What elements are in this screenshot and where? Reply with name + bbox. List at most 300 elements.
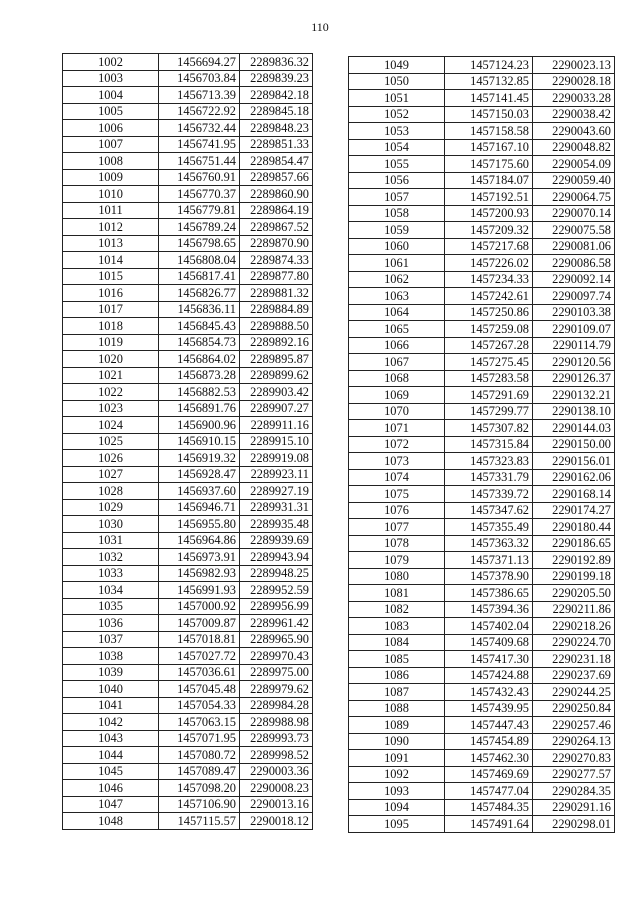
table-row xyxy=(63,780,313,797)
y-coordinate-cell: 2290156.01 xyxy=(533,453,615,470)
x-coordinate-cell: 1457226.02 xyxy=(445,255,533,272)
table-row xyxy=(349,238,615,255)
table-row xyxy=(349,73,615,90)
y-coordinate-cell: 2289892.16 xyxy=(240,334,313,351)
y-coordinate-cell: 2289867.52 xyxy=(240,219,313,236)
table-row xyxy=(63,252,313,269)
x-coordinate-cell: 1457331.79 xyxy=(445,469,533,486)
y-coordinate-cell: 2290109.07 xyxy=(533,321,615,338)
coordinates-table-left xyxy=(62,53,313,830)
point-number-cell: 1059 xyxy=(349,222,445,239)
point-number-cell: 1089 xyxy=(349,717,445,734)
point-number-cell: 1070 xyxy=(349,403,445,420)
x-coordinate-cell: 1457242.61 xyxy=(445,288,533,305)
coordinates-table-right xyxy=(348,56,615,833)
point-number-cell: 1081 xyxy=(349,585,445,602)
table-row xyxy=(349,634,615,651)
point-number-cell: 1028 xyxy=(63,483,159,500)
table-row xyxy=(349,304,615,321)
table-row xyxy=(349,387,615,404)
y-coordinate-cell: 2290162.06 xyxy=(533,469,615,486)
y-coordinate-cell: 2290103.38 xyxy=(533,304,615,321)
y-coordinate-cell: 2290097.74 xyxy=(533,288,615,305)
point-number-cell: 1082 xyxy=(349,601,445,618)
table-row xyxy=(349,717,615,734)
x-coordinate-cell: 1457071.95 xyxy=(159,730,240,747)
y-coordinate-cell: 2289874.33 xyxy=(240,252,313,269)
point-number-cell: 1053 xyxy=(349,123,445,140)
y-coordinate-cell: 2290023.13 xyxy=(533,57,615,74)
x-coordinate-cell: 1457036.61 xyxy=(159,664,240,681)
table-row xyxy=(63,730,313,747)
x-coordinate-cell: 1457098.20 xyxy=(159,780,240,797)
table-row xyxy=(63,235,313,252)
table-row xyxy=(349,90,615,107)
point-number-cell: 1058 xyxy=(349,205,445,222)
x-coordinate-cell: 1457469.69 xyxy=(445,766,533,783)
y-coordinate-cell: 2290033.28 xyxy=(533,90,615,107)
x-coordinate-cell: 1457409.68 xyxy=(445,634,533,651)
y-coordinate-cell: 2289965.90 xyxy=(240,631,313,648)
point-number-cell: 1076 xyxy=(349,502,445,519)
y-coordinate-cell: 2289911.16 xyxy=(240,417,313,434)
x-coordinate-cell: 1457054.33 xyxy=(159,697,240,714)
x-coordinate-cell: 1457339.72 xyxy=(445,486,533,503)
x-coordinate-cell: 1457167.10 xyxy=(445,139,533,156)
table-row xyxy=(63,466,313,483)
table-row xyxy=(63,499,313,516)
point-number-cell: 1075 xyxy=(349,486,445,503)
y-coordinate-cell: 2289845.18 xyxy=(240,103,313,120)
point-number-cell: 1079 xyxy=(349,552,445,569)
x-coordinate-cell: 1457045.48 xyxy=(159,681,240,698)
y-coordinate-cell: 2290070.14 xyxy=(533,205,615,222)
point-number-cell: 1017 xyxy=(63,301,159,318)
table-row xyxy=(349,189,615,206)
y-coordinate-cell: 2290114.79 xyxy=(533,337,615,354)
y-coordinate-cell: 2289903.42 xyxy=(240,384,313,401)
x-coordinate-cell: 1457000.92 xyxy=(159,598,240,615)
x-coordinate-cell: 1457132.85 xyxy=(445,73,533,90)
point-number-cell: 1067 xyxy=(349,354,445,371)
y-coordinate-cell: 2290150.00 xyxy=(533,436,615,453)
y-coordinate-cell: 2289919.08 xyxy=(240,450,313,467)
y-coordinate-cell: 2290186.65 xyxy=(533,535,615,552)
point-number-cell: 1046 xyxy=(63,780,159,797)
y-coordinate-cell: 2290086.58 xyxy=(533,255,615,272)
table-row xyxy=(63,697,313,714)
table-row xyxy=(349,651,615,668)
table-row xyxy=(63,169,313,186)
x-coordinate-cell: 1457315.84 xyxy=(445,436,533,453)
y-coordinate-cell: 2289842.18 xyxy=(240,87,313,104)
y-coordinate-cell: 2290199.18 xyxy=(533,568,615,585)
y-coordinate-cell: 2290018.12 xyxy=(240,813,313,830)
x-coordinate-cell: 1456845.43 xyxy=(159,318,240,335)
point-number-cell: 1074 xyxy=(349,469,445,486)
y-coordinate-cell: 2290257.46 xyxy=(533,717,615,734)
point-number-cell: 1039 xyxy=(63,664,159,681)
table-row xyxy=(349,222,615,239)
y-coordinate-cell: 2289884.89 xyxy=(240,301,313,318)
x-coordinate-cell: 1456964.86 xyxy=(159,532,240,549)
y-coordinate-cell: 2290038.42 xyxy=(533,106,615,123)
point-number-cell: 1049 xyxy=(349,57,445,74)
table-row xyxy=(349,354,615,371)
y-coordinate-cell: 2289979.62 xyxy=(240,681,313,698)
table-row xyxy=(349,552,615,569)
table-row xyxy=(349,436,615,453)
point-number-cell: 1035 xyxy=(63,598,159,615)
point-number-cell: 1033 xyxy=(63,565,159,582)
x-coordinate-cell: 1457106.90 xyxy=(159,796,240,813)
point-number-cell: 1085 xyxy=(349,651,445,668)
table-row xyxy=(63,367,313,384)
table-row xyxy=(349,255,615,272)
table-row xyxy=(63,615,313,632)
point-number-cell: 1013 xyxy=(63,235,159,252)
x-coordinate-cell: 1457462.30 xyxy=(445,750,533,767)
y-coordinate-cell: 2290048.82 xyxy=(533,139,615,156)
y-coordinate-cell: 2290081.06 xyxy=(533,238,615,255)
point-number-cell: 1094 xyxy=(349,799,445,816)
y-coordinate-cell: 2290192.89 xyxy=(533,552,615,569)
x-coordinate-cell: 1457363.32 xyxy=(445,535,533,552)
point-number-cell: 1007 xyxy=(63,136,159,153)
table-body xyxy=(63,54,313,830)
point-number-cell: 1031 xyxy=(63,532,159,549)
y-coordinate-cell: 2289836.32 xyxy=(240,54,313,71)
x-coordinate-cell: 1457386.65 xyxy=(445,585,533,602)
x-coordinate-cell: 1456864.02 xyxy=(159,351,240,368)
y-coordinate-cell: 2289948.25 xyxy=(240,565,313,582)
y-coordinate-cell: 2289881.32 xyxy=(240,285,313,302)
x-coordinate-cell: 1456751.44 xyxy=(159,153,240,170)
point-number-cell: 1037 xyxy=(63,631,159,648)
x-coordinate-cell: 1456732.44 xyxy=(159,120,240,137)
y-coordinate-cell: 2290043.60 xyxy=(533,123,615,140)
x-coordinate-cell: 1457150.03 xyxy=(445,106,533,123)
table-row xyxy=(349,667,615,684)
point-number-cell: 1064 xyxy=(349,304,445,321)
x-coordinate-cell: 1456919.32 xyxy=(159,450,240,467)
x-coordinate-cell: 1457432.43 xyxy=(445,684,533,701)
x-coordinate-cell: 1456789.24 xyxy=(159,219,240,236)
table-row xyxy=(349,321,615,338)
x-coordinate-cell: 1457141.45 xyxy=(445,90,533,107)
y-coordinate-cell: 2290028.18 xyxy=(533,73,615,90)
y-coordinate-cell: 2289975.00 xyxy=(240,664,313,681)
table-row xyxy=(349,106,615,123)
x-coordinate-cell: 1457378.90 xyxy=(445,568,533,585)
y-coordinate-cell: 2290224.70 xyxy=(533,634,615,651)
point-number-cell: 1045 xyxy=(63,763,159,780)
page-number: 110 xyxy=(311,20,329,34)
table-row xyxy=(63,681,313,698)
x-coordinate-cell: 1457250.86 xyxy=(445,304,533,321)
point-number-cell: 1030 xyxy=(63,516,159,533)
y-coordinate-cell: 2289984.28 xyxy=(240,697,313,714)
y-coordinate-cell: 2290144.03 xyxy=(533,420,615,437)
point-number-cell: 1026 xyxy=(63,450,159,467)
y-coordinate-cell: 2289970.43 xyxy=(240,648,313,665)
table-row xyxy=(349,519,615,536)
y-coordinate-cell: 2290237.69 xyxy=(533,667,615,684)
point-number-cell: 1077 xyxy=(349,519,445,536)
table-row xyxy=(63,549,313,566)
x-coordinate-cell: 1457089.47 xyxy=(159,763,240,780)
x-coordinate-cell: 1457184.07 xyxy=(445,172,533,189)
x-coordinate-cell: 1456946.71 xyxy=(159,499,240,516)
table-row xyxy=(63,136,313,153)
point-number-cell: 1024 xyxy=(63,417,159,434)
point-number-cell: 1088 xyxy=(349,700,445,717)
point-number-cell: 1051 xyxy=(349,90,445,107)
table-row xyxy=(349,486,615,503)
y-coordinate-cell: 2289956.99 xyxy=(240,598,313,615)
y-coordinate-cell: 2289864.19 xyxy=(240,202,313,219)
point-number-cell: 1011 xyxy=(63,202,159,219)
point-number-cell: 1003 xyxy=(63,70,159,87)
x-coordinate-cell: 1457234.33 xyxy=(445,271,533,288)
table-row xyxy=(63,763,313,780)
y-coordinate-cell: 2289877.80 xyxy=(240,268,313,285)
x-coordinate-cell: 1457439.95 xyxy=(445,700,533,717)
x-coordinate-cell: 1457402.04 xyxy=(445,618,533,635)
x-coordinate-cell: 1456836.11 xyxy=(159,301,240,318)
x-coordinate-cell: 1456826.77 xyxy=(159,285,240,302)
table-row xyxy=(63,598,313,615)
x-coordinate-cell: 1456928.47 xyxy=(159,466,240,483)
table-row xyxy=(349,288,615,305)
y-coordinate-cell: 2290231.18 xyxy=(533,651,615,668)
x-coordinate-cell: 1456722.92 xyxy=(159,103,240,120)
x-coordinate-cell: 1457200.93 xyxy=(445,205,533,222)
table-row xyxy=(63,219,313,236)
point-number-cell: 1023 xyxy=(63,400,159,417)
table-row xyxy=(63,384,313,401)
table-row xyxy=(349,766,615,783)
y-coordinate-cell: 2289988.98 xyxy=(240,714,313,731)
point-number-cell: 1069 xyxy=(349,387,445,404)
x-coordinate-cell: 1457447.43 xyxy=(445,717,533,734)
table-row xyxy=(349,370,615,387)
x-coordinate-cell: 1456703.84 xyxy=(159,70,240,87)
point-number-cell: 1073 xyxy=(349,453,445,470)
y-coordinate-cell: 2289952.59 xyxy=(240,582,313,599)
point-number-cell: 1002 xyxy=(63,54,159,71)
x-coordinate-cell: 1456900.96 xyxy=(159,417,240,434)
point-number-cell: 1044 xyxy=(63,747,159,764)
y-coordinate-cell: 2290132.21 xyxy=(533,387,615,404)
y-coordinate-cell: 2290277.57 xyxy=(533,766,615,783)
y-coordinate-cell: 2289935.48 xyxy=(240,516,313,533)
y-coordinate-cell: 2289848.23 xyxy=(240,120,313,137)
point-number-cell: 1010 xyxy=(63,186,159,203)
y-coordinate-cell: 2289888.50 xyxy=(240,318,313,335)
point-number-cell: 1052 xyxy=(349,106,445,123)
x-coordinate-cell: 1457027.72 xyxy=(159,648,240,665)
table-row xyxy=(349,750,615,767)
point-number-cell: 1086 xyxy=(349,667,445,684)
y-coordinate-cell: 2290270.83 xyxy=(533,750,615,767)
x-coordinate-cell: 1457080.72 xyxy=(159,747,240,764)
y-coordinate-cell: 2290092.14 xyxy=(533,271,615,288)
x-coordinate-cell: 1457259.08 xyxy=(445,321,533,338)
point-number-cell: 1025 xyxy=(63,433,159,450)
y-coordinate-cell: 2289939.69 xyxy=(240,532,313,549)
x-coordinate-cell: 1456760.91 xyxy=(159,169,240,186)
table-row xyxy=(63,565,313,582)
y-coordinate-cell: 2289870.90 xyxy=(240,235,313,252)
table-row xyxy=(349,403,615,420)
y-coordinate-cell: 2290008.23 xyxy=(240,780,313,797)
table-row xyxy=(349,469,615,486)
point-number-cell: 1056 xyxy=(349,172,445,189)
table-row xyxy=(63,631,313,648)
point-number-cell: 1032 xyxy=(63,549,159,566)
point-number-cell: 1047 xyxy=(63,796,159,813)
table-row xyxy=(63,120,313,137)
point-number-cell: 1019 xyxy=(63,334,159,351)
point-number-cell: 1078 xyxy=(349,535,445,552)
table-row xyxy=(349,568,615,585)
point-number-cell: 1068 xyxy=(349,370,445,387)
x-coordinate-cell: 1456891.76 xyxy=(159,400,240,417)
table-row xyxy=(349,420,615,437)
point-number-cell: 1012 xyxy=(63,219,159,236)
table-row xyxy=(63,400,313,417)
x-coordinate-cell: 1456694.27 xyxy=(159,54,240,71)
y-coordinate-cell: 2290291.16 xyxy=(533,799,615,816)
y-coordinate-cell: 2289961.42 xyxy=(240,615,313,632)
point-number-cell: 1084 xyxy=(349,634,445,651)
x-coordinate-cell: 1457283.58 xyxy=(445,370,533,387)
point-number-cell: 1071 xyxy=(349,420,445,437)
x-coordinate-cell: 1457009.87 xyxy=(159,615,240,632)
x-coordinate-cell: 1456713.39 xyxy=(159,87,240,104)
table-row xyxy=(63,70,313,87)
x-coordinate-cell: 1457355.49 xyxy=(445,519,533,536)
x-coordinate-cell: 1457347.62 xyxy=(445,502,533,519)
x-coordinate-cell: 1456779.81 xyxy=(159,202,240,219)
table-body xyxy=(349,57,615,833)
y-coordinate-cell: 2290174.27 xyxy=(533,502,615,519)
point-number-cell: 1083 xyxy=(349,618,445,635)
table-row xyxy=(63,186,313,203)
point-number-cell: 1061 xyxy=(349,255,445,272)
table-row xyxy=(63,796,313,813)
table-row xyxy=(63,153,313,170)
table-row xyxy=(63,417,313,434)
point-number-cell: 1027 xyxy=(63,466,159,483)
x-coordinate-cell: 1456798.65 xyxy=(159,235,240,252)
point-number-cell: 1072 xyxy=(349,436,445,453)
y-coordinate-cell: 2290138.10 xyxy=(533,403,615,420)
y-coordinate-cell: 2289915.10 xyxy=(240,433,313,450)
y-coordinate-cell: 2289907.27 xyxy=(240,400,313,417)
table-row xyxy=(349,684,615,701)
point-number-cell: 1092 xyxy=(349,766,445,783)
table-row xyxy=(63,516,313,533)
y-coordinate-cell: 2290120.56 xyxy=(533,354,615,371)
table-row xyxy=(349,337,615,354)
point-number-cell: 1054 xyxy=(349,139,445,156)
y-coordinate-cell: 2290264.13 xyxy=(533,733,615,750)
x-coordinate-cell: 1457394.36 xyxy=(445,601,533,618)
point-number-cell: 1020 xyxy=(63,351,159,368)
y-coordinate-cell: 2289993.73 xyxy=(240,730,313,747)
y-coordinate-cell: 2290003.36 xyxy=(240,763,313,780)
point-number-cell: 1021 xyxy=(63,367,159,384)
y-coordinate-cell: 2290054.09 xyxy=(533,156,615,173)
table-row xyxy=(63,532,313,549)
table-row xyxy=(349,585,615,602)
point-number-cell: 1063 xyxy=(349,288,445,305)
y-coordinate-cell: 2289851.33 xyxy=(240,136,313,153)
x-coordinate-cell: 1457454.89 xyxy=(445,733,533,750)
point-number-cell: 1042 xyxy=(63,714,159,731)
point-number-cell: 1034 xyxy=(63,582,159,599)
table-row xyxy=(63,664,313,681)
point-number-cell: 1018 xyxy=(63,318,159,335)
point-number-cell: 1091 xyxy=(349,750,445,767)
x-coordinate-cell: 1457477.04 xyxy=(445,783,533,800)
point-number-cell: 1005 xyxy=(63,103,159,120)
point-number-cell: 1060 xyxy=(349,238,445,255)
y-coordinate-cell: 2290298.01 xyxy=(533,816,615,833)
table-row xyxy=(63,747,313,764)
y-coordinate-cell: 2289899.62 xyxy=(240,367,313,384)
x-coordinate-cell: 1456991.93 xyxy=(159,582,240,599)
x-coordinate-cell: 1457158.58 xyxy=(445,123,533,140)
table-row xyxy=(349,453,615,470)
point-number-cell: 1006 xyxy=(63,120,159,137)
table-row xyxy=(63,334,313,351)
x-coordinate-cell: 1456982.93 xyxy=(159,565,240,582)
point-number-cell: 1066 xyxy=(349,337,445,354)
table-row xyxy=(63,351,313,368)
x-coordinate-cell: 1456741.95 xyxy=(159,136,240,153)
point-number-cell: 1029 xyxy=(63,499,159,516)
x-coordinate-cell: 1457424.88 xyxy=(445,667,533,684)
point-number-cell: 1041 xyxy=(63,697,159,714)
x-coordinate-cell: 1457291.69 xyxy=(445,387,533,404)
point-number-cell: 1062 xyxy=(349,271,445,288)
x-coordinate-cell: 1457275.45 xyxy=(445,354,533,371)
x-coordinate-cell: 1457124.23 xyxy=(445,57,533,74)
point-number-cell: 1055 xyxy=(349,156,445,173)
x-coordinate-cell: 1456808.04 xyxy=(159,252,240,269)
table-row xyxy=(63,433,313,450)
table-row xyxy=(349,700,615,717)
y-coordinate-cell: 2290211.86 xyxy=(533,601,615,618)
table-row xyxy=(63,714,313,731)
y-coordinate-cell: 2290075.58 xyxy=(533,222,615,239)
point-number-cell: 1087 xyxy=(349,684,445,701)
x-coordinate-cell: 1457323.83 xyxy=(445,453,533,470)
table-row xyxy=(349,799,615,816)
point-number-cell: 1008 xyxy=(63,153,159,170)
table-row xyxy=(63,813,313,830)
table-row xyxy=(63,87,313,104)
y-coordinate-cell: 2289860.90 xyxy=(240,186,313,203)
table-row xyxy=(63,202,313,219)
y-coordinate-cell: 2290218.26 xyxy=(533,618,615,635)
point-number-cell: 1095 xyxy=(349,816,445,833)
y-coordinate-cell: 2290180.44 xyxy=(533,519,615,536)
point-number-cell: 1036 xyxy=(63,615,159,632)
